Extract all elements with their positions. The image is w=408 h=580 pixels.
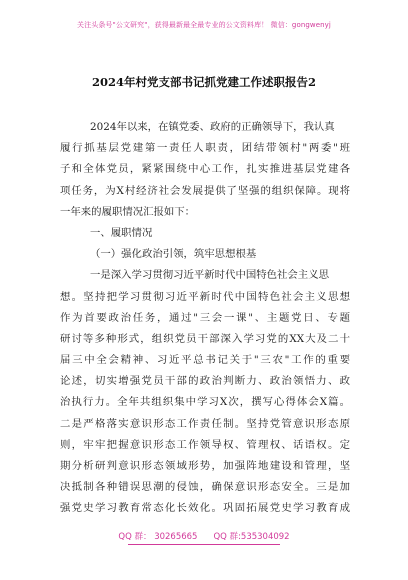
paragraph-line: 子和全体党员，紧紧围绕中心工作，扎实推进基层党建各	[60, 163, 350, 176]
footer-qq-group-2: QQ 群:535304092	[213, 532, 290, 542]
paragraph-line: 研讨等多种形式，组织党员干部深入学习党的XX大及二十	[60, 332, 350, 345]
paragraph-line: 论述，切实增强党员干部的政治判断力、政治领悟力、政	[60, 375, 350, 388]
paragraph-line: 二是严格落实意识形态工作责任制。坚持党管意识形态原	[60, 417, 350, 430]
document-body	[60, 117, 350, 520]
paragraph-line: 作为首要政治任务，通过"三会一课"、主题党日、专题	[60, 311, 350, 324]
document-title: 2024年村党支部书记抓党建工作述职报告2	[91, 75, 316, 89]
top-banner: 关注头条号"公文研究"，获得最新最全最专业的公文资料库！ 微信：gongwenyj	[77, 21, 331, 29]
paragraph-line: 一年来的履职情况汇报如下：	[60, 205, 196, 218]
footer-qq-group-1: QQ 群： 30265665	[118, 532, 198, 542]
paragraph-line: 2024年以来，在镇党委、政府的正确领导下，我认真	[90, 121, 335, 133]
paragraph-line: 想。坚持把学习贯彻习近平新时代中国特色社会主义思想	[60, 290, 350, 303]
paragraph-line: 决抵制各种错误思潮的侵蚀，确保意识形态安全。三是加	[60, 481, 350, 494]
subsection-heading: （一）强化政治引领，筑牢思想根基	[90, 248, 257, 261]
paragraph-line: 一是深入学习贯彻习近平新时代中国特色社会主义思	[90, 269, 329, 282]
paragraph-line: 强党史学习教育常态化长效化。巩固拓展党史学习教育成	[60, 502, 350, 515]
paragraph-line: 项任务，为X村经济社会发展提供了坚强的组织保障。现将	[60, 184, 350, 197]
footer-underline	[128, 544, 280, 545]
section-heading: 一、履职情况	[90, 226, 153, 239]
paragraph-line: 期分析研判意识形态领域形势，加强阵地建设和管理，坚	[60, 460, 350, 472]
footer-contact	[0, 530, 408, 542]
paragraph-line: 则，牢牢把握意识形态工作领导权、管理权、话语权。定	[60, 438, 350, 451]
paragraph-line: 届三中全会精神、习近平总书记关于"三农"工作的重要	[60, 354, 350, 367]
paragraph-line: 治执行力。全年共组织集中学习X次，撰写心得体会X篇。	[60, 396, 350, 409]
paragraph-line: 履行抓基层党建第一责任人职责，团结带领村"两委"班	[60, 142, 350, 155]
